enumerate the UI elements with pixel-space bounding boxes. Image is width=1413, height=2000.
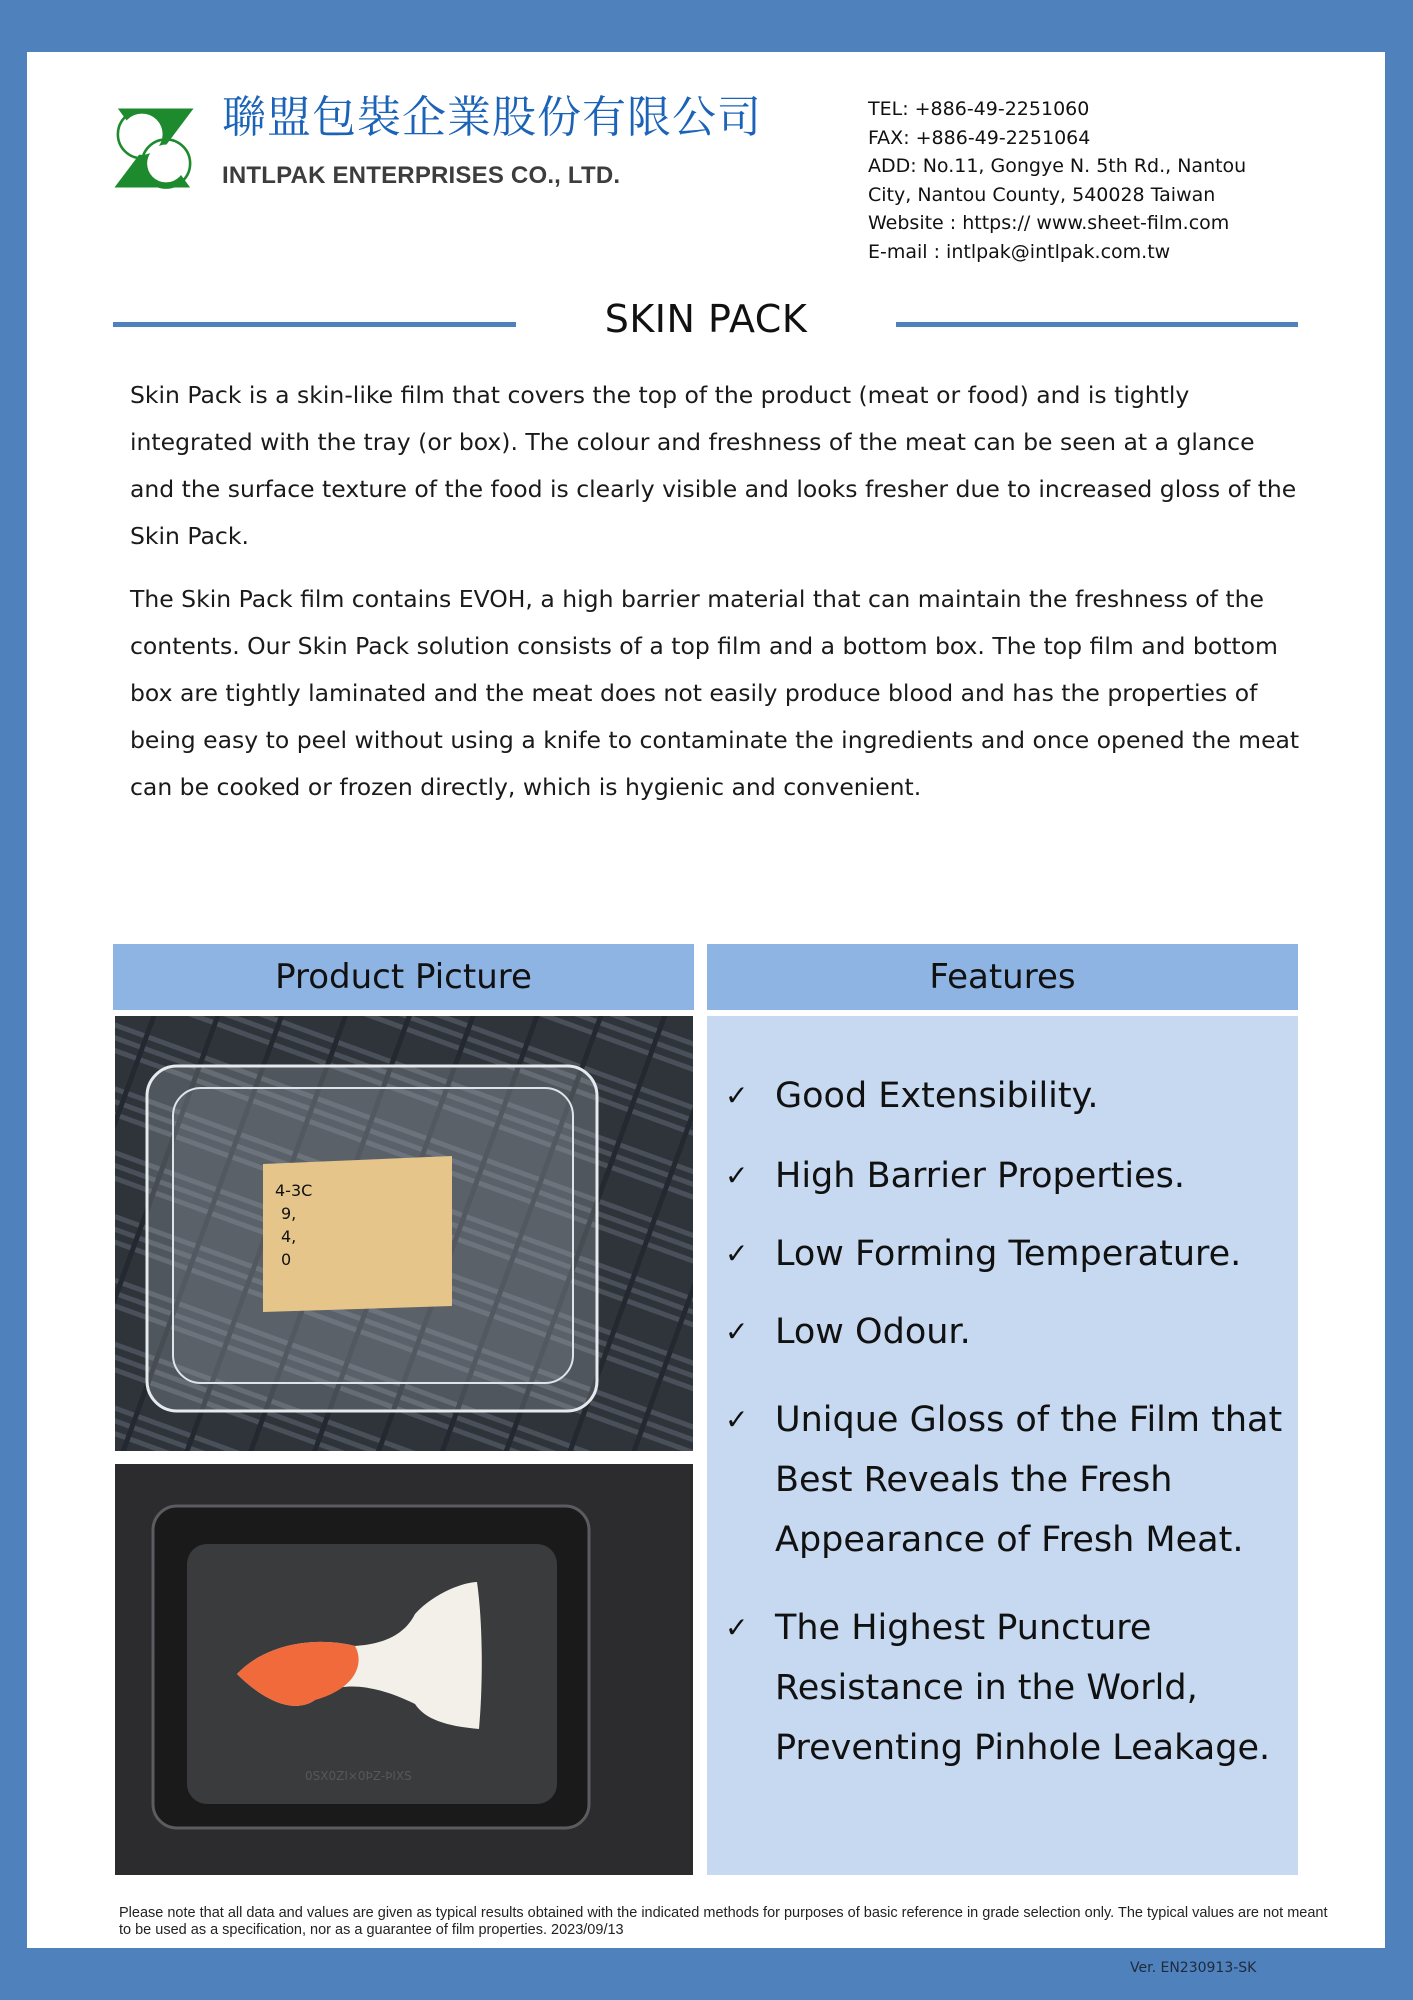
feature-text: The Highest Puncture Resistance in the World, Preventing Pinhole Leakage. <box>775 1608 1271 1768</box>
contact-address-line2: City, Nantou County, 540028 Taiwan <box>868 183 1216 206</box>
title-divider-left <box>113 322 516 327</box>
checkmark-icon: ✓ <box>725 1315 749 1348</box>
feature-text: Good Extensibility. <box>775 1076 1099 1116</box>
intlpak-logo-icon <box>111 98 197 198</box>
feature-item <box>725 1598 1290 1778</box>
contact-email[interactable]: E-mail : intlpak@intlpak.com.tw <box>868 240 1171 263</box>
feature-text: High Barrier Properties. <box>775 1156 1185 1196</box>
feature-text: Low Odour. <box>775 1312 971 1352</box>
checkmark-icon: ✓ <box>725 1237 749 1270</box>
contact-website[interactable]: Website : https:// www.sheet-film.com <box>868 212 1230 234</box>
clear-tray-skin-pack-photo <box>115 1016 693 1451</box>
feature-text: Unique Gloss of the Film that Best Reveals the Fresh Appearance of Fresh Meat. <box>775 1400 1283 1560</box>
svg-text:0SX0ZI×0ÞZ-ÞIXS: 0SX0ZI×0ÞZ-ÞIXS <box>305 1769 412 1783</box>
feature-item <box>725 1390 1290 1570</box>
feature-item <box>725 1146 1290 1206</box>
company-name-chinese: 聯盟包裝企業股份有限公司 <box>222 92 762 143</box>
page-title: SKIN PACK <box>604 297 808 341</box>
svg-text:9,: 9, <box>281 1204 297 1223</box>
product-picture-label: Product Picture <box>275 957 532 997</box>
version-label: Ver. EN230913-SK <box>1130 1960 1257 1976</box>
features-header <box>707 944 1298 1010</box>
feature-item <box>725 1302 1290 1362</box>
features-panel <box>707 1016 1298 1875</box>
disclaimer-note: Please note that all data and values are given as typical results obtained with the indicated methods for purposes of basic reference in grade selection only. The typical values are not meant to be used as a specification, nor as a guarantee of film properties. 2023/09/13 <box>119 1905 1328 1938</box>
title-divider-right <box>896 322 1298 327</box>
contact-info <box>868 95 1246 266</box>
intro-paragraph: Skin Pack is a skin-like film that covers the top of the product (meat or food) and is tightly integrated with the tray (or box). The colour and freshness of the meat can be seen at a glance and the surface texture of the food is clearly visible and looks fresher due to increased gloss of the Skin Pack. <box>130 381 1297 550</box>
black-tray-salmon-skin-pack-photo <box>115 1464 693 1875</box>
checkmark-icon: ✓ <box>725 1159 749 1192</box>
contact-tel: TEL: +886-49-2251060 <box>868 98 1090 120</box>
feature-item <box>725 1066 1290 1126</box>
feature-item <box>725 1224 1290 1284</box>
contact-fax: FAX: +886-49-2251064 <box>868 126 1091 149</box>
features-label: Features <box>929 957 1076 997</box>
checkmark-icon: ✓ <box>725 1079 749 1112</box>
product-picture-header <box>113 944 694 1010</box>
feature-text: Low Forming Temperature. <box>775 1234 1242 1274</box>
contact-address-line1: ADD: No.11, Gongye N. 5th Rd., Nantou <box>868 155 1247 177</box>
svg-text:4,: 4, <box>281 1227 297 1246</box>
evoh-paragraph: The Skin Pack film contains EVOH, a high barrier material that can maintain the freshness of the contents. Our Skin Pack solution consists of a top film and a bottom box. The top film and bottom box are tightly laminated and the meat does not easily produce blood and has the properties of being easy to peel without using a knife to contaminate the ingredients and once opened the meat can be cooked or frozen directly, which is hygienic and convenient. <box>130 585 1300 801</box>
checkmark-icon: ✓ <box>725 1611 749 1644</box>
datasheet-page <box>27 52 1385 1948</box>
company-name-english: INTLPAK ENTERPRISES CO., LTD. <box>222 162 621 189</box>
svg-text:0: 0 <box>281 1250 292 1269</box>
checkmark-icon: ✓ <box>725 1403 749 1436</box>
svg-text:4-3C: 4-3C <box>275 1181 313 1200</box>
